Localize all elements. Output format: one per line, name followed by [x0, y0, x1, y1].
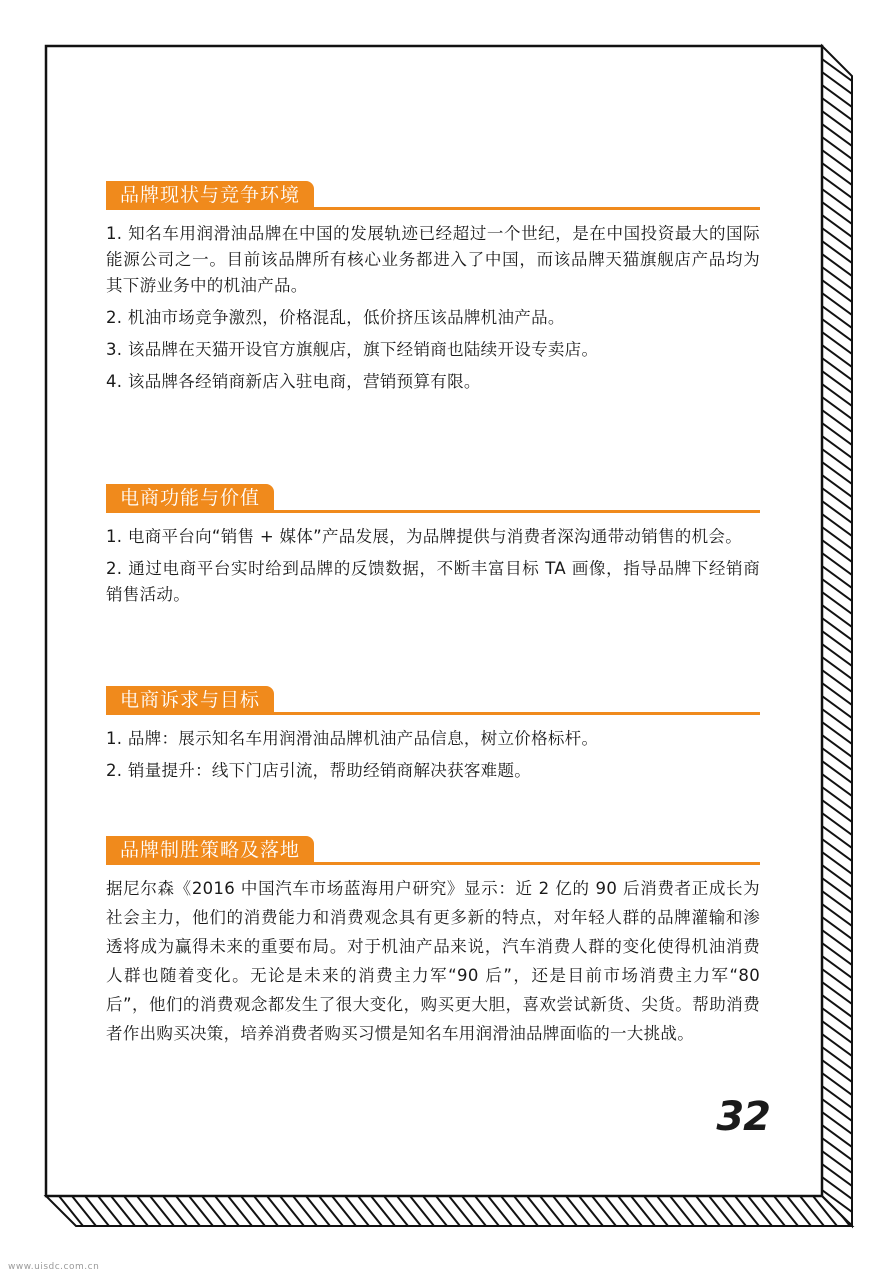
section-header	[106, 181, 760, 211]
section-list	[106, 726, 760, 784]
section-brand-status	[106, 181, 760, 401]
section-brand-strategy	[106, 836, 760, 1048]
section-header	[106, 686, 760, 716]
page-number: 32	[716, 1094, 770, 1140]
watermark: www.uisdc.com.cn	[8, 1262, 100, 1272]
list-item: 3. 该品牌在天猫开设官方旗舰店，旗下经销商也陆续开设专卖店。	[106, 340, 599, 359]
list-item: 1. 品牌：展示知名车用润滑油品牌机油产品信息，树立价格标杆。	[106, 729, 599, 748]
right-edge-hatching	[822, 20, 852, 1277]
section-title: 品牌制胜策略及落地	[106, 836, 314, 865]
section-list	[106, 221, 760, 395]
section-ecommerce-goals	[106, 686, 760, 790]
list-item: 1. 知名车用润滑油品牌在中国的发展轨迹已经超过一个世纪，是在中国投资最大的国际能源公司之一。目前该品牌所有核心业务都进入了中国，而该品牌天猫旗舰店产品均为其下游业务中的机油产品。	[106, 224, 760, 295]
list-item: 2. 通过电商平台实时给到品牌的反馈数据，不断丰富目标 TA 画像，指导品牌下经销商销售活动。	[106, 559, 760, 604]
section-ecommerce-value	[106, 484, 760, 614]
section-title: 电商功能与价值	[106, 484, 274, 513]
list-item: 2. 机油市场竞争激烈，价格混乱，低价挤压该品牌机油产品。	[106, 308, 565, 327]
list-item: 1. 电商平台向“销售 + 媒体”产品发展，为品牌提供与消费者深沟通带动销售的机会。	[106, 527, 742, 546]
bottom-edge-hatching	[20, 1196, 896, 1226]
section-paragraph: 据尼尔森《2016 中国汽车市场蓝海用户研究》显示：近 2 亿的 90 后消费者正成长为社会主力，他们的消费能力和消费观念具有更多新的特点，对年轻人群的品牌灌输和渗透将成为赢得未来的重要布局。对于机油产品来说，汽车消费人群的变化使得机油消费人群也随着变化。无论是未来的消费主力军“90 后”，还是目前市场消费主力军“80 后”，他们的消费观念都发生了很大变化，购买更大胆，喜欢尝试新货、尖货。帮助消费者作出购买决策，培养消费者购买习惯是知名车用润滑油品牌面临的一大挑战。	[106, 879, 760, 1043]
section-title: 品牌现状与竞争环境	[106, 181, 314, 210]
section-header	[106, 836, 760, 866]
section-title: 电商诉求与目标	[106, 686, 274, 715]
list-item: 4. 该品牌各经销商新店入驻电商，营销预算有限。	[106, 372, 481, 391]
section-list	[106, 524, 760, 608]
list-item: 2. 销量提升：线下门店引流，帮助经销商解决获客难题。	[106, 761, 532, 780]
section-header	[106, 484, 760, 514]
